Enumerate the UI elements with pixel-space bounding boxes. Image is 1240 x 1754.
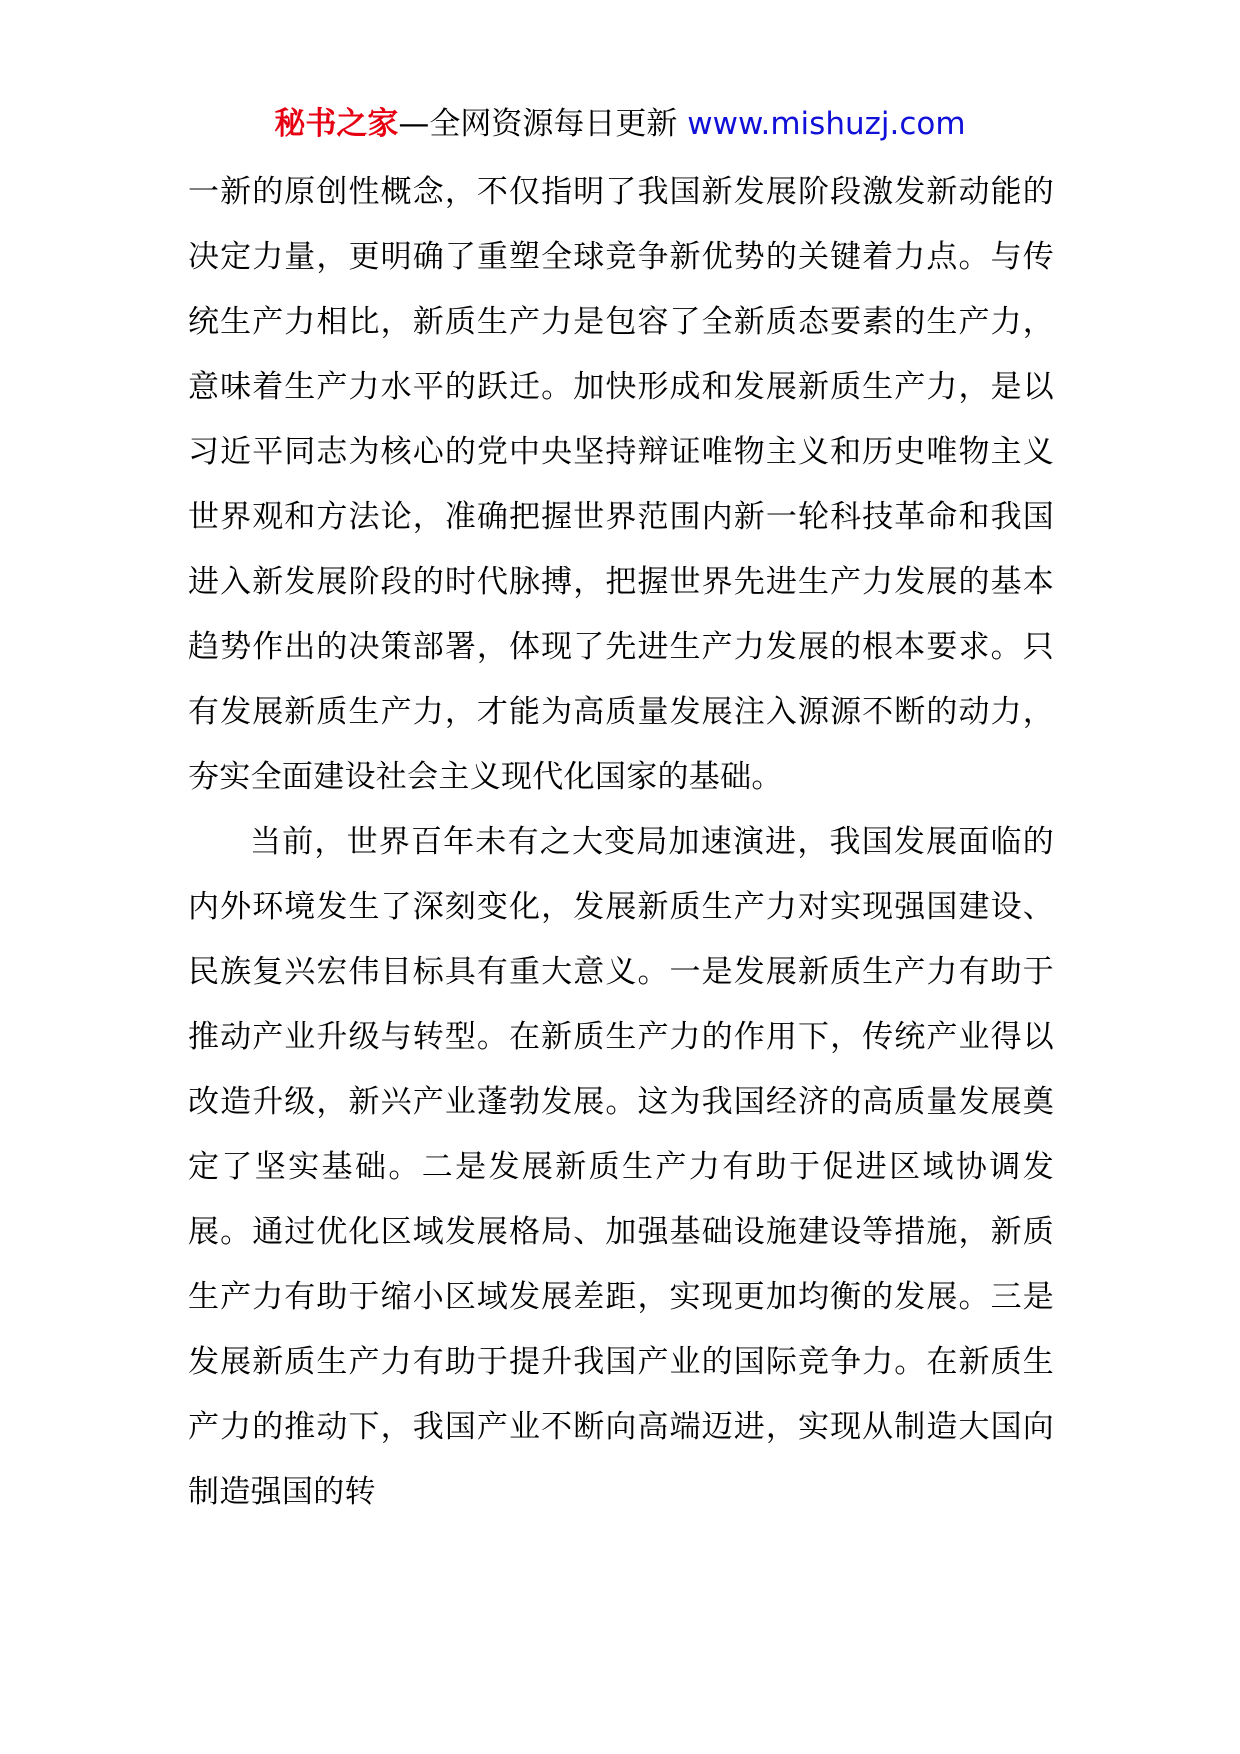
paragraph-current-situation: 当前，世界百年未有之大变局加速演进，我国发展面临的内外环境发生了深刻变化，发展新质生产力对实现强国建设、民族复兴宏伟目标具有重大意义。一是发展新质生产力有助于推动产业升级与转型。在新质生产力的作用下，传统产业得以改造升级，新兴产业蓬勃发展。这为我国经济的高质量发展奠定了坚实基础。二是发展新质生产力有助于促进区域协调发展。通过优化区域发展格局、加强基础设施建设等措施，新质生产力有助于缩小区域发展差距，实现更加均衡的发展。三是发展新质生产力有助于提升我国产业的国际竞争力。在新质生产力的推动下，我国产业不断向高端迈进，实现从制造大国向制造强国的转 xyxy=(188,824,1054,1510)
paragraph-continuation: 一新的原创性概念，不仅指明了我国新发展阶段激发新动能的决定力量，更明确了重塑全球竞争新优势的关键着力点。与传统生产力相比，新质生产力是包容了全新质态要素的生产力，意味着生产力水平的跃迁。加快形成和发展新质生产力，是以习近平同志为核心的党中央坚持辩证唯物主义和历史唯物主义世界观和方法论，准确把握世界范围内新一轮科技革命和我国进入新发展阶段的时代脉搏，把握世界先进生产力发展的基本趋势作出的决策部署，体现了先进生产力发展的根本要求。只有发展新质生产力，才能为高质量发展注入源源不断的动力，夯实全面建设社会主义现代化国家的基础。 xyxy=(188,174,1054,795)
header-slogan: —全网资源每日更新 xyxy=(398,106,678,142)
header-url-link[interactable]: www.mishuzj.com xyxy=(687,106,966,142)
page-header xyxy=(0,102,1240,146)
document-body xyxy=(188,160,1054,1525)
header-brand: 秘书之家 xyxy=(274,106,399,142)
